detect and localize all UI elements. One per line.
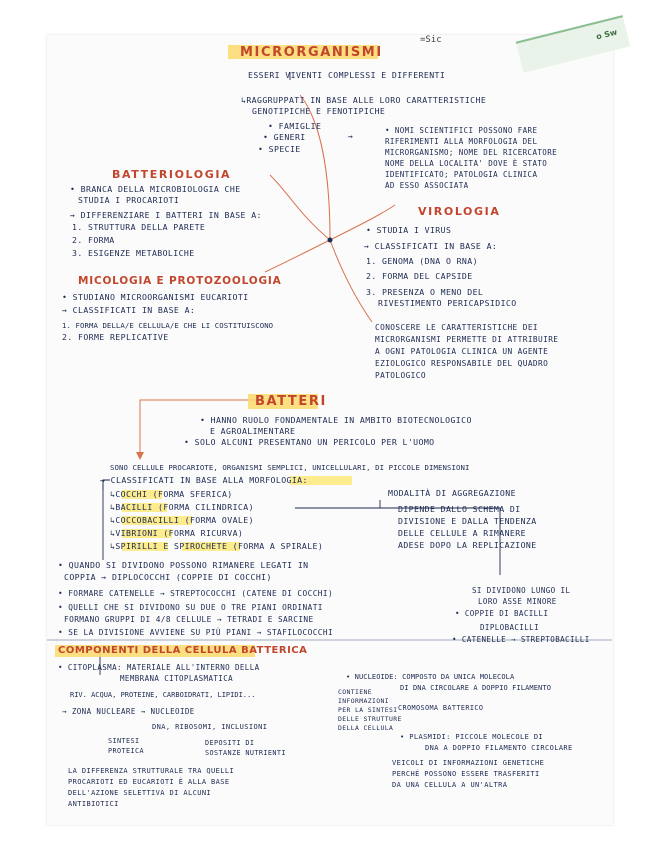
shape-desc: E <box>157 541 174 551</box>
micologia-line: 2. FORME REPLICATIVE <box>62 332 169 342</box>
aggregation-line: MODALITÀ DI AGGREGAZIONE <box>388 488 516 498</box>
bacilli-division-line: LORO ASSE MINORE <box>478 597 557 606</box>
batteri-role-line: E AGROALIMENTARE <box>210 426 296 436</box>
shape-item: ↳SPIRILLI E SPIROCHETE (FORMA A SPIRALE) <box>110 541 324 551</box>
citoplasma-line: DEPOSITI DI <box>205 739 255 747</box>
citoplasma-line: SINTESI <box>108 737 140 745</box>
cocchi-division-line: • QUANDO SI DIVIDONO POSSONO RIMANERE LEGATI IN <box>58 560 309 570</box>
sticky-note-text: o Sw <box>595 27 619 42</box>
virologia-line: 1. GENOMA (DNA O RNA) <box>366 256 478 266</box>
plasmidi-line: • PLASMIDI: PICCOLE MOLECOLE DI <box>400 733 544 741</box>
batteriologia-line: 2. FORMA <box>72 235 115 245</box>
citoplasma-line: LA DIFFERENZA STRUTTURALE TRA QUELLI <box>68 767 235 775</box>
cocchi-division-line: • QUELLI CHE SI DIVIDONO SU DUE O TRE PIANI ORDINATI <box>58 603 323 612</box>
shape-desc: (FORMA RICURVA) <box>157 528 244 538</box>
nucleoide-line: PER LA SINTESI <box>338 706 398 714</box>
plasmidi-line: DA UNA CELLULA A UN'ALTRA <box>392 781 508 789</box>
virologia-line: 3. PRESENZA O MENO DEL <box>366 287 484 297</box>
plasmidi-line: PERCHÉ POSSONO ESSERE TRASFERITI <box>392 770 540 778</box>
citoplasma-line: DNA, RIBOSOMI, INCLUSIONI <box>152 723 268 731</box>
micologia-line: → CLASSIFICATI IN BASE A: <box>62 305 196 315</box>
virologia-line: • STUDIA I VIRUS <box>366 225 452 235</box>
shape-name: VIBRIONI <box>115 528 158 538</box>
citoplasma-line: PROTEICA <box>108 747 144 755</box>
aggregation-line: DELLE CELLULE A RIMANERE <box>398 528 526 538</box>
batteriologia-line: → DIFFERENZIARE I BATTERI IN BASE A: <box>70 210 262 220</box>
intro-line-1: ESSERI VIVENTI COMPLESSI E DIFFERENTI <box>248 70 446 80</box>
bacilli-division-line: SI DIVIDONO LUNGO IL <box>472 586 571 595</box>
bacilli-division-line: DIPLOBACILLI <box>480 623 539 632</box>
batteri-role-line: • HANNO RUOLO FONDAMENTALE IN AMBITO BIOTECNOLOGICO <box>200 415 472 425</box>
citoplasma-line: • CITOPLASMA: MATERIALE ALL'INTERNO DELLA <box>58 663 260 672</box>
taxa-note-line: RIFERIMENTI ALLA MORFOLOGIA DEL <box>385 137 538 146</box>
taxa-arrow: → <box>348 131 354 141</box>
nucleoide-line: DELLA CELLULA <box>338 724 394 732</box>
nucleoide-line: DI DNA CIRCOLARE A DOPPIO FILAMENTO <box>400 684 552 692</box>
cocchi-division-line: • SE LA DIVISIONE AVVIENE SU PIÙ PIANI → STAFILOCOCCHI <box>58 628 334 637</box>
citoplasma-line: → ZONA NUCLEARE → NUCLEOIDE <box>62 707 195 716</box>
goal-line: A OGNI PATOLOGIA CLINICA UN AGENTE <box>375 347 549 356</box>
goal-line: CONOSCERE LE CARATTERISTICHE DEI <box>375 323 539 332</box>
shape-name: SPIROCHETE <box>173 541 228 551</box>
goal-line: PATOLOGICO <box>375 371 426 380</box>
batteri-definition: SONO CELLULE PROCARIOTE, ORGANISMI SEMPLICI, UNICELLULARI, DI PICCOLE DIMENSIONI <box>110 463 470 472</box>
taxa-item: • FAMIGLIE <box>268 121 322 131</box>
nucleoide-line: CROMOSOMA BATTERICO <box>398 704 484 712</box>
shape-name: BACILLI <box>115 502 153 512</box>
citoplasma-line: DELL'AZIONE SELETTIVA DI ALCUNI <box>68 789 212 797</box>
virologia-line: 2. FORMA DEL CAPSIDE <box>366 271 473 281</box>
taxa-note-line: IDENTIFICATO; PATOLOGIA CLINICA <box>385 170 538 179</box>
plasmidi-line: VEICOLI DI INFORMAZIONI GENETICHE <box>392 759 545 767</box>
taxa-note-line: NOME DELLA LOCALITA' DOVE È STATO <box>385 159 548 168</box>
componenti-heading: COMPONENTI DELLA CELLULA BATTERICA <box>58 645 308 656</box>
micologia-heading: MICOLOGIA E PROTOZOOLOGIA <box>78 275 282 287</box>
citoplasma-line: PROCARIOTI ED EUCARIOTI È ALLA BASE <box>68 778 230 786</box>
aggregation-line: ADESE DOPO LA REPLICAZIONE <box>398 540 537 550</box>
shape-item: ↳VIBRIONI (FORMA RICURVA) <box>110 528 244 538</box>
virologia-line: RIVESTIMENTO PERICAPSIDICO <box>378 298 517 308</box>
citoplasma-line: MEMBRANA CITOPLASMATICA <box>120 674 234 683</box>
nucleoide-line: DELLE STRUTTURE <box>338 715 402 723</box>
batteriologia-line: STUDIA I PROCARIOTI <box>78 195 180 205</box>
virologia-line: → CLASSIFICATI IN BASE A: <box>364 241 498 251</box>
cocchi-division-line: • FORMARE CATENELLE → STREPTOCOCCHI (CATENE DI COCCHI) <box>58 589 334 598</box>
cocchi-division-line: COPPIA → DIPLOCOCCHI (COPPIE DI COCCHI) <box>64 572 272 582</box>
shape-name: COCCHI <box>115 489 148 499</box>
shape-desc: (FORMA OVALE) <box>179 515 254 525</box>
taxa-item: • GENERI <box>263 132 306 142</box>
shape-name: SPIRILLI <box>115 541 158 551</box>
shape-item: ↳COCCOBACILLI (FORMA OVALE) <box>110 515 254 525</box>
plasmidi-line: DNA A DOPPIO FILAMENTO CIRCOLARE <box>425 744 573 752</box>
batteriologia-line: 3. ESIGENZE METABOLICHE <box>72 248 195 258</box>
corner-scribble: =Sic <box>420 35 442 45</box>
goal-line: EZIOLOGICO RESPONSABILE DEL QUADRO <box>375 359 549 368</box>
batteriologia-line: • BRANCA DELLA MICROBIOLOGIA CHE <box>70 184 241 194</box>
virologia-heading: VIROLOGIA <box>418 205 501 218</box>
batteri-heading: BATTERI <box>255 394 327 409</box>
bacilli-division-line: • CATENELLE → STREPTOBACILLI <box>452 635 590 644</box>
intro-line-3: GENOTIPICHE E FENOTIPICHE <box>252 106 386 116</box>
nucleoide-line: • NUCLEOIDE: COMPOSTO DA UNICA MOLECOLA <box>346 673 515 681</box>
batteri-classification: → CLASSIFICATI IN BASE ALLA MORFOLOGIA: <box>100 475 308 485</box>
bacilli-division-line: • COPPIE DI BACILLI <box>455 609 549 618</box>
aggregation-line: DIPENDE DALLO SCHEMA DI <box>398 504 521 514</box>
page-title: MICRORGANISMI <box>240 45 383 60</box>
citoplasma-line: SOSTANZE NUTRIENTI <box>205 749 286 757</box>
intro-line-2: ↳RAGGRUPPATI IN BASE ALLE LORO CARATTERISTICHE <box>241 95 487 105</box>
batteriologia-line: 1. STRUTTURA DELLA PARETE <box>72 222 206 232</box>
nucleoide-line: CONTIENE <box>338 688 372 696</box>
shape-desc: (FORMA SFERICA) <box>147 489 233 499</box>
taxa-item: • SPECIE <box>258 144 301 154</box>
batteriologia-heading: BATTERIOLOGIA <box>112 168 232 181</box>
shape-item: ↳COCCHI (FORMA SFERICA) <box>110 489 233 499</box>
taxa-note-line: • NOMI SCIENTIFICI POSSONO FARE <box>385 126 538 135</box>
micologia-line: • STUDIANO MICROORGANISMI EUCARIOTI <box>62 292 249 302</box>
batteri-role-line: • SOLO ALCUNI PRESENTANO UN PERICOLO PER L'UOMO <box>184 437 435 447</box>
aggregation-line: DIVISIONE E DALLA TENDENZA <box>398 516 537 526</box>
cocchi-division-line: FORMANO GRUPPI DI 4/8 CELLULE → TETRADI E SARCINE <box>64 615 314 624</box>
shape-item: ↳BACILLI (FORMA CILINDRICA) <box>110 502 254 512</box>
citoplasma-line: ANTIBIOTICI <box>68 800 119 808</box>
shape-name: COCCOBACILLI <box>115 515 180 525</box>
shape-desc: (FORMA A SPIRALE) <box>227 541 324 551</box>
nucleoide-line: INFORMAZIONI <box>338 697 389 705</box>
shape-desc: (FORMA CILINDRICA) <box>152 502 254 512</box>
micologia-line: 1. FORMA DELLA/E CELLULA/E CHE LI COSTITUISCONO <box>62 321 274 330</box>
taxa-note-line: AD ESSO ASSOCIATA <box>385 181 469 190</box>
goal-line: MICRORGANISMI PERMETTE DI ATTRIBUIRE <box>375 335 559 344</box>
citoplasma-line: RIV. ACQUA, PROTEINE, CARBOIDRATI, LIPIDI... <box>70 691 256 699</box>
taxa-note-line: MICRORGANISMO; NOME DEL RICERCATORE <box>385 148 558 157</box>
